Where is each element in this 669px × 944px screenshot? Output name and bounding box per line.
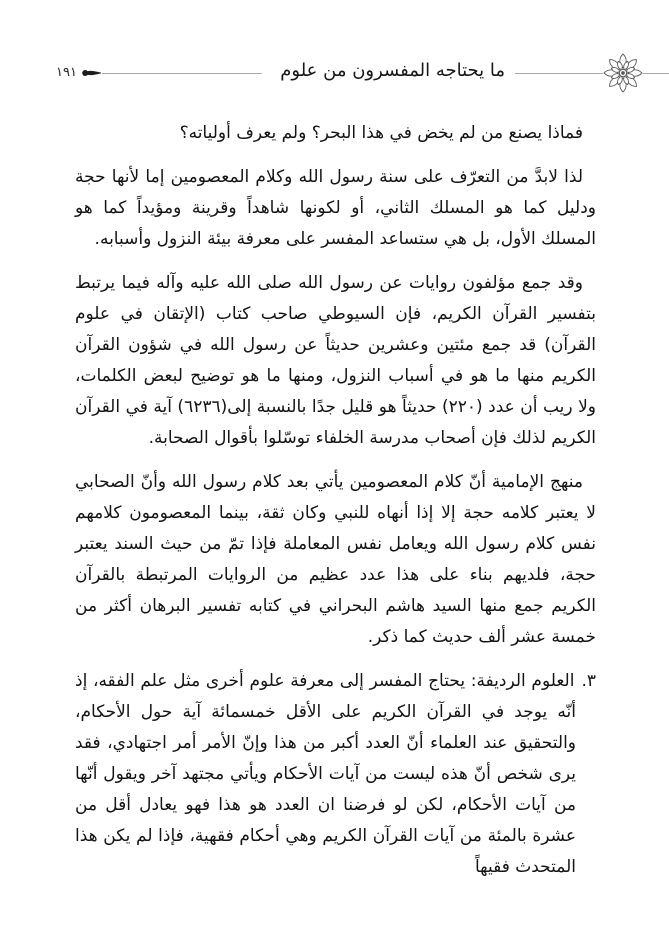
header-rule-right-outer: [643, 73, 669, 74]
header-rule-right-inner: [515, 73, 603, 74]
page-body: [75, 118, 596, 883]
body-paragraph-4: منهج الإمامية أنّ كلام المعصومين يأتي بعد كلام رسول الله وأنّ الصحابي لا يعتبر كلامه حجة إلا إذا أنهاه للنبي وكان ثقة، بينما المعصومون كلامهم نفس كلام رسول الله ويعامل نفس المعاملة فإذا تمّ من حيث السند يعتبر حجة، فلديهم بناء على هذا عدد عظيم من الروايات المرتبطة بالقرآن الكريم جمع منها السيد هاشم البحراني في كتابه تفسير البرهان أكثر من خمسة عشر ألف حديث كما ذكر.: [75, 472, 596, 647]
header-rule-left: [102, 73, 262, 74]
rosette-ornament-icon: [602, 52, 644, 94]
item-number-marker: ٣.: [581, 671, 596, 691]
body-paragraph-1: فماذا يصنع من لم يخض في هذا البحر؟ ولم يعرف أولياته؟: [179, 123, 583, 143]
header-dash-icon: [82, 69, 102, 77]
page-number: ١٩١: [56, 64, 77, 80]
body-paragraph-2: لذا لابدَّ من التعرّف على سنة رسول الله وكلام المعصومين إما لأنها حجة ودليل كما هو المسلك الثاني، أو لكونها شاهداً وقرينة ومؤيداً كما هو المسلك الأول، بل هي ستساعد المفسر على معرفة بيئة النزول وأسبابه.: [75, 167, 596, 249]
body-paragraph-3: وقد جمع مؤلفون روايات عن رسول الله صلى الله عليه وآله فيما يرتبط بتفسير القرآن الكريم، فإن السيوطي صاحب كتاب (الإتقان في علوم القرآن) قد جمع مئتين وعشرين حديثاً عن رسول الله في شؤون القرآن الكريم منها ما هو في أسباب النزول، ومنها ما هو توضيح لبعض الكلمات، ولا ريب أن عدد (٢٢٠) حديثاً هو قليل جدًا بالنسبة إلى(٦٢٣٦) آية في القرآن الكريم لذلك فإن أصحاب مدرسة الخلفاء توسّلوا بأقوال الصحابة.: [75, 273, 596, 448]
page-header: [0, 50, 669, 96]
item-text: العلوم الرديفة: يحتاج المفسر إلى معرفة علوم أخرى مثل علم الفقه، إذ أنّه يوجد في القرآن الكريم على الأقل خمسمائة آية حول الأحكام، والتحقيق عند العلماء أنّ العدد أكبر من هذا وإنّ الأمر أمر اجتهادي، فقد يرى شخص أنّ هذه ليست من آيات الأحكام ويأتي مجتهد آخر ويقول أنّها من آيات الأحكام، لكن لو فرضنا ان العدد هو هذا فهو يعادل أقل من عشرة بالمئة من آيات القرآن الكريم وهي أحكام فقهية، فإذا لم يكن هذا المتحدث فقيهاً: [75, 671, 576, 877]
running-head-title: ما يحتاجه المفسرون من علوم: [280, 60, 505, 81]
numbered-list-item-3: [75, 666, 596, 883]
